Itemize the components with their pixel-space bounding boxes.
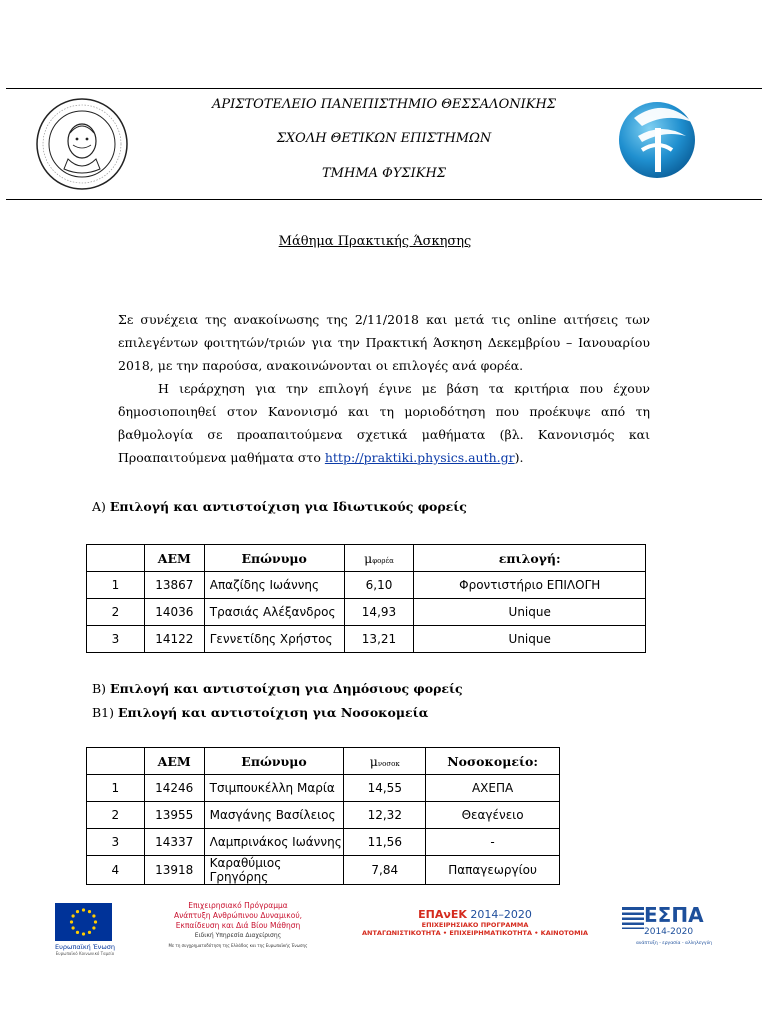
espa-brand: ΕΣΠΑ — [644, 903, 704, 927]
table-header-row: ΑΕΜ Επώνυμο μφορέα επιλογή: — [87, 545, 646, 572]
header-university: ΑΡΙΣΤΟΤΕΛΕΙΟ ΠΑΝΕΠΙΣΤΗΜΙΟ ΘΕΣΣΑΛΟΝΙΚΗΣ — [212, 97, 556, 112]
table-row: 3 14337 Λαμπρινάκος Ιωάννης 11,56 - — [87, 829, 560, 856]
espa-slogan: ανάπτυξη - εργασία - αλληλεγγύη — [635, 941, 713, 946]
greek-flag-icon — [622, 907, 644, 929]
eu-label: Ευρωπαϊκή Ένωση — [54, 943, 115, 951]
eu-sub: Ευρωπαϊκό Κοινωνικό Ταμείο — [55, 951, 115, 956]
header-department: ΤΜΗΜΑ ΦΥΣΙΚΗΣ — [322, 166, 446, 181]
page-title: Μάθημα Πρακτικής Άσκησης — [278, 234, 472, 249]
table-row: 2 14036 Τρασιάς Αλέξανδρος 14,93 Unique — [87, 599, 646, 626]
table-row: 1 13867 Απαζίδης Ιωάννης 6,10 Φροντιστήριο ΕΠΙΛΟΓΗ — [87, 572, 646, 599]
table-header-row: ΑΕΜ Επώνυμο μνοσοκ Νοσοκομείο: — [87, 748, 560, 775]
funding-footer — [0, 895, 768, 965]
table-row: 3 14122 Γεννετίδης Χρήστος 13,21 Unique — [87, 626, 646, 653]
table-row: 2 13955 Μασγάνης Βασίλειος 12,32 Θεαγένειο — [87, 802, 560, 829]
eu-flag-icon — [55, 903, 112, 941]
header-school: ΣΧΟΛΗ ΘΕΤΙΚΩΝ ΕΠΙΣΤΗΜΩΝ — [276, 131, 492, 146]
table-row: 4 13918 Καραθύμιος Γρηγόρης 7,84 Παπαγεωργίου — [87, 856, 560, 885]
section-b-heading: Β) Επιλογή και αντιστοίχιση για Δημόσιους φορείς — [92, 681, 463, 696]
section-b1-heading: Β1) Επιλογή και αντιστοίχιση για Νοσοκομεία — [92, 705, 429, 720]
private-placements-table — [86, 544, 646, 653]
header-bottom-rule — [6, 199, 762, 200]
epanek-logo: ΕΠΑνΕΚ 2014–2020 ΕΠΙΧΕΙΡΗΣΙΑΚΟ ΠΡΟΓΡΑΜΜΑ ΑΝΤΑΓΩΝΙΣΤΙΚΟΤΗΤΑ • ΕΠΙΧΕΙΡΗΜΑΤΙΚΟΤΗΤΑ • ΚΑΙΝΟΤΟΜΙΑ — [362, 908, 588, 937]
praktiki-link[interactable]: http://praktiki.physics.auth.gr — [324, 450, 515, 465]
intro-paragraph: Σε συνέχεια της ανακοίνωσης της 2/11/2018 και μετά τις online αιτήσεις των επιλεγέντων φοιτητών/τριών για την Πρακτική Άσκηση Δεκεμβρίου – Ιανουαρίου 2018, με την παρούσα, ανακοινώνονται οι επιλογές ανά φορέα. — [118, 312, 650, 373]
table-row: 1 14246 Τσιμπουκέλλη Μαρία 14,55 ΑΧΕΠΑ — [87, 775, 560, 802]
espa-years: 2014-2020 — [644, 927, 694, 937]
criteria-paragraph: Η ιεράρχηση για την επιλογή έγινε με βάση τα κριτήρια που έχουν δημοσιοποιηθεί στον Κανονισμό και τη μοριοδότηση που προέκυψε από τη βαθμολογία σε προαπαιτούμενα σχετικά μαθήματα (βλ. Κανονισμός και Προαπαιτούμενα μαθήματα στο http://praktiki.physics.auth.gr). — [118, 381, 650, 465]
op-text-block: Επιχειρησιακό Πρόγραμμα Ανάπτυξη Ανθρώπινου Δυναμικού, Εκπαίδευση και Διά Βίου Μάθηση Ειδική Υπηρεσία Διαχείρισης Με τη συγχρηματοδότηση της Ελλάδας και της Ευρωπαϊκής Ένωσης — [168, 901, 308, 948]
section-a-heading: Α) Επιλογή και αντιστοίχιση για Ιδιωτικούς φορείς — [92, 499, 467, 514]
hospital-placements-table — [86, 747, 560, 885]
physics-dept-logo-icon — [612, 88, 702, 188]
